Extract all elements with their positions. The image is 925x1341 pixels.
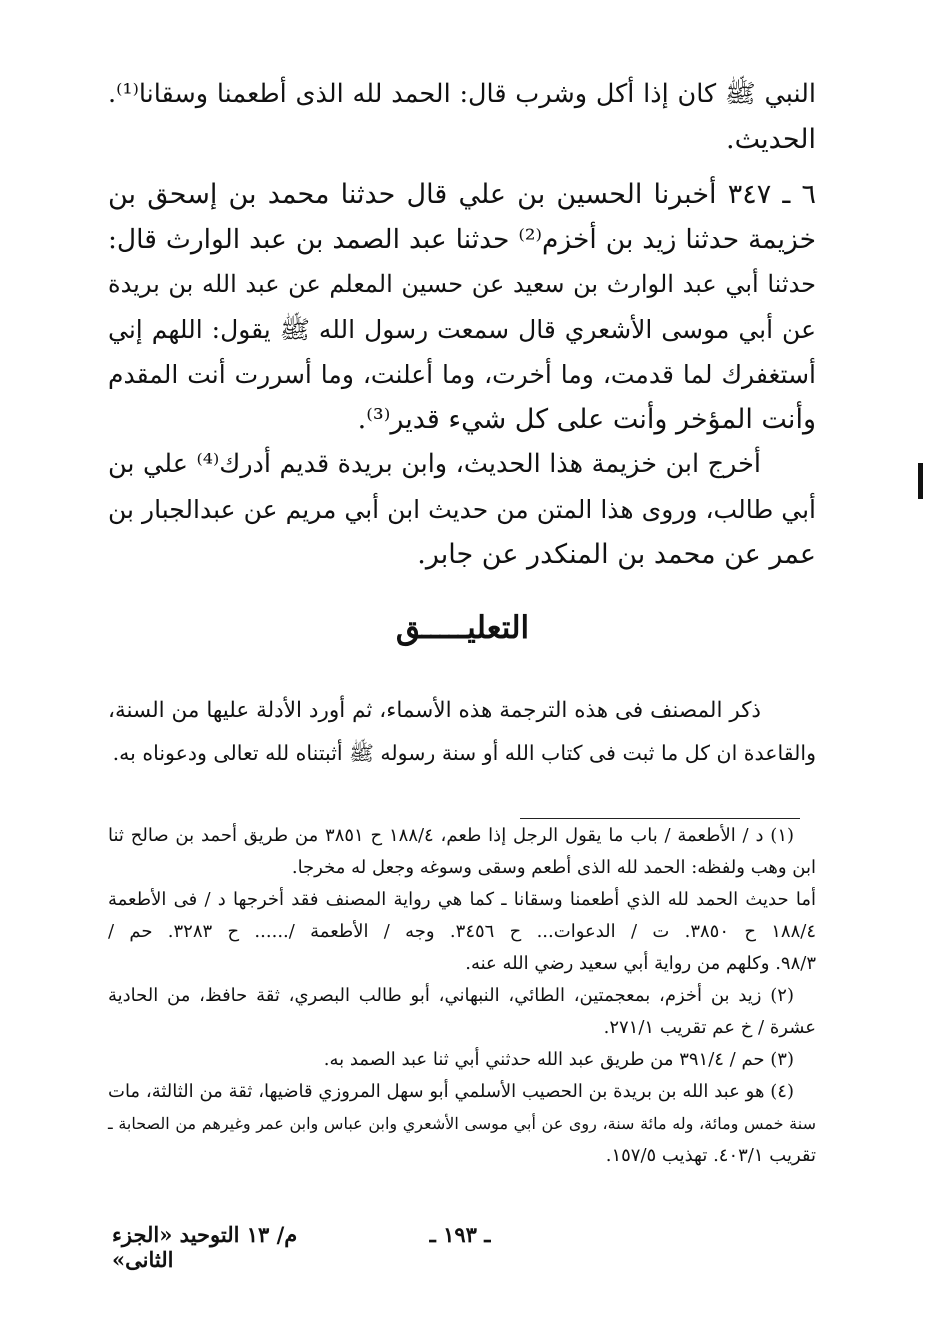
margin-mark	[918, 463, 923, 499]
paragraph-hadith-347	[108, 172, 816, 442]
footnote-line: ١٨٨/٤ ح ٣٨٥٠. ت / الدعوات... ح ٣٤٥٦. وجه / الأطعمة /...... ح ٣٢٨٣. حم /	[108, 921, 817, 942]
footnote-line: سنة خمس ومائة، وله مائة سنة، روى عن أبي موسى الأشعري وابن عباس وابن عمر وغيرهم من الصحابة ـ	[108, 1114, 816, 1133]
footnote-divider	[520, 818, 800, 819]
page-number: ـ ١٩٣ ـ	[429, 1222, 491, 1247]
footnote-line: (٣) حم / ٣٩١/٤ من طريق عبد الله حدثني أبي ثنا عبد الصمد به.	[323, 1049, 794, 1070]
text-line: الحديث.	[726, 124, 816, 155]
section-heading: التعليـــــق	[395, 610, 530, 646]
text-line: عمر عن محمد بن المنكدر عن جابر.	[417, 539, 816, 570]
main-text	[108, 72, 816, 577]
text-line: أخرج ابن خزيمة هذا الحديث، وابن بريدة قديم أدرك⁽⁴⁾ علي بن	[108, 449, 761, 479]
footnote-line: ٩٨/٣. وكلهم من رواية أبي سعيد رضي الله عنه.	[465, 953, 816, 974]
text-line: وأنت المؤخر وأنت على كل شيء قدير⁽³⁾.	[357, 404, 816, 435]
text-line: أبي طالب، وروى هذا المتن من حديث ابن أبي مريم عن عبدالجبار بن	[108, 495, 816, 524]
text-line: ٦ ـ ٣٤٧ أخبرنا الحسين بن علي قال حدثنا محمد بن إسحق بن	[108, 179, 816, 210]
footnote-line: أما حديث الحمد لله الذي أطعمنا وسقانا ـ كما هي رواية المصنف فقد أخرجها د / فى الأطعمة	[108, 889, 816, 910]
text-line: أستغفرك لما قدمت، وما أخرت، وما أعلنت، وما أسررت أنت المقدم	[108, 360, 816, 389]
text-line: حدثنا أبي عبد الوارث بن سعيد عن حسين المعلم عن عبد الله بن بريدة	[108, 270, 816, 298]
text-line: والقاعدة ان كل ما ثبت فى كتاب الله أو سنة رسوله ﷺ أثبتناه لله تعالى ودعوناه به.	[112, 741, 816, 765]
footnote-line: عشرة / خ عم تقريب ٢٧١/١.	[603, 1017, 816, 1038]
text-line: ذكر المصنف فى هذه الترجمة هذه الأسماء، ثم أورد الأدلة عليها من السنة،	[108, 698, 761, 723]
text-line: عن أبي موسى الأشعري قال سمعت رسول الله ﷺ يقول: اللهم إني	[108, 315, 816, 344]
paragraph-hadith-ending	[108, 72, 816, 162]
paragraph-takhrij	[108, 442, 816, 577]
footnote-line: (٢) زيد بن أخزم، بمعجمتين، الطائي، النبهاني، أبو طالب البصري، ثقة حافظ، من الحادية	[108, 985, 794, 1006]
page-footer	[0, 1222, 925, 1272]
footnote-line: (١) د / الأطعمة / باب ما يقول الرجل إذا طعم، ١٨٨/٤ ح ٣٨٥١ من طريق أحمد بن صالح ثنا	[108, 825, 795, 846]
text-line: النبي ﷺ كان إذا أكل وشرب قال: الحمد لله الذى أطعمنا وسقانا⁽¹⁾.	[108, 79, 816, 109]
footnote-line: تقريب ٤٠٣/١. تهذيب ١٥٧/٥.	[605, 1145, 816, 1166]
commentary-paragraph	[108, 690, 816, 774]
footnote-line: ابن وهب ولفظه: الحمد لله الذى أطعم وسقى وسوغه وجعل له مخرجا.	[291, 857, 816, 878]
footnotes	[108, 820, 816, 1172]
book-reference: م/ ١٣ التوحيد «الجزء الثانى»	[112, 1222, 298, 1272]
footnote-line: (٤) هو عبد الله بن بريدة بن الحصيب الأسلمي أبو سهل المروزي قاضيها، ثقة من الثالثة، مات	[108, 1081, 794, 1102]
text-line: خزيمة حدثنا زيد بن أخزم⁽²⁾ حدثنا عبد الصمد بن عبد الوارث قال:	[108, 224, 816, 255]
